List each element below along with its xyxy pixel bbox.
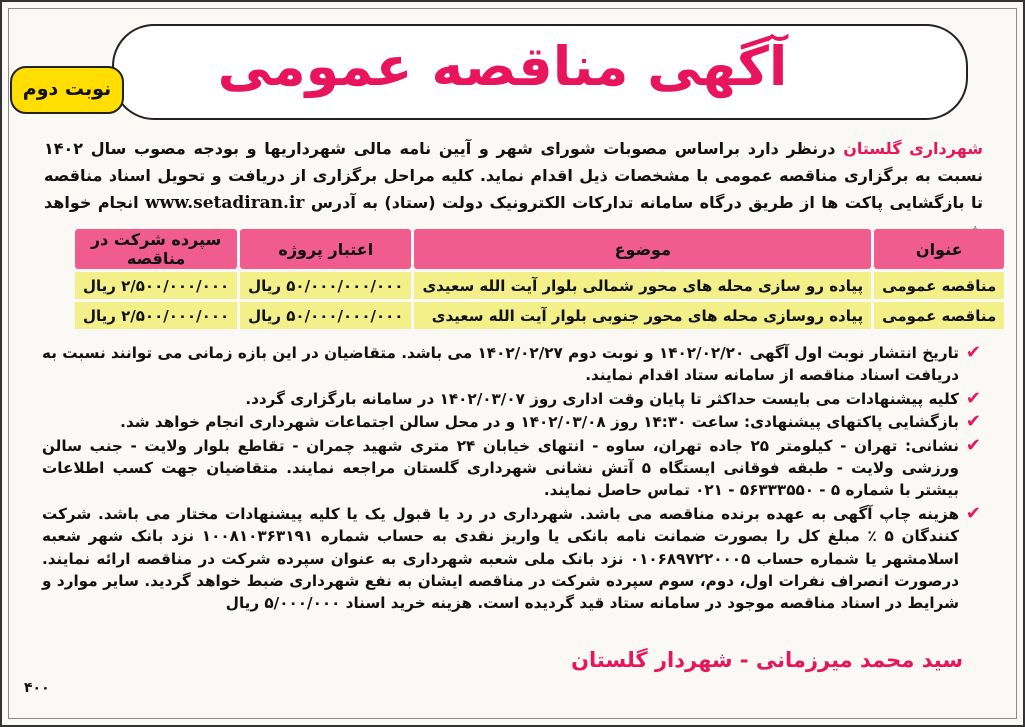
- header-title: عنوان: [874, 229, 1004, 269]
- cell-budget: ۵۰/۰۰۰/۰۰۰/۰۰۰ ریال: [240, 272, 411, 299]
- list-item: [42, 411, 981, 433]
- cell-deposit: ۲/۵۰۰/۰۰۰/۰۰۰ ریال: [75, 302, 237, 329]
- signature: سید محمد میرزمانی - شهردار گلستان: [571, 648, 963, 672]
- cell-title: مناقصه عمومی: [874, 272, 1004, 299]
- table-header-row: [75, 229, 1004, 269]
- cell-subject: پیاده روسازی محله های محور جنوبی بلوار آیت الله سعیدی: [414, 302, 871, 329]
- website-link[interactable]: www.setadiran.ir: [145, 193, 305, 213]
- intro-text-end: انجام خواهد: [44, 193, 139, 212]
- tender-table: [72, 226, 1007, 332]
- check-icon: ✔: [965, 434, 981, 456]
- check-icon: ✔: [965, 342, 981, 363]
- list-item: [42, 503, 981, 615]
- detail-text: کلیه پیشنهادات می بایست حداکثر تا پایان وقت اداری روز ۱۴۰۲/۰۳/۰۷ در سامانه بارگزاری گردد.: [245, 389, 959, 408]
- round-badge: نوبت دوم: [10, 66, 124, 114]
- table-row: [75, 272, 1004, 299]
- org-name: شهرداری گلستان: [843, 139, 984, 158]
- list-item: [42, 342, 981, 387]
- table-row: [75, 302, 1004, 329]
- cell-subject: پیاده رو سازی محله های محور شمالی بلوار آیت الله سعیدی: [414, 272, 871, 299]
- list-item: [42, 435, 981, 502]
- detail-text: بازگشایی پاکتهای پیشنهادی: ساعت ۱۴:۳۰ روز ۱۴۰۲/۰۳/۰۸ و در محل سالن اجتماعات شهرداری انجام خواهد شد.: [120, 413, 959, 432]
- detail-text: نشانی: تهران - کیلومتر ۲۵ جاده تهران، ساوه - انتهای خیابان ۲۴ متری شهید چمران - تقاطع بلوار ولایت - جنب سالن ورزشی ولایت - طبقه فوقانی ایستگاه ۵ آتش نشانی شهرداری گلستان مراجعه نمایند. متقاضیان جهت کسب اطلاعات بیشتر با شماره ۵ - ۵۶۳۳۳۵۵۰ - ۰۲۱ تماس حاصل نمایند.: [42, 436, 959, 500]
- page-title: آگهی مناقصه عمومی: [217, 35, 788, 98]
- cell-deposit: ۲/۵۰۰/۰۰۰/۰۰۰ ریال: [75, 272, 237, 299]
- detail-text: هزینه چاپ آگهی به عهده برنده مناقصه می باشد. شهرداری در رد یا قبول یک یا کلیه پیشنهادات مختار می باشد. شرکت کنندگان ۵ ٪ مبلغ کل را بصورت ضمانت نامه بانکی یا واریز نقدی به حساب شماره ۱۰۰۸۱۰۳۶۳۱۹۱ نزد بانک شهر شعبه اسلامشهر یا شماره حساب ۰۱۰۶۸۹۷۲۲۰۰۰۵ نزد بانک ملی شعبه شهرداری به عنوان سپرده شرکت در مناقصه ارائه نمایند. درصورت انصراف نفرات اول، دوم، سوم سپرده شرکت در مناقصه ایشان به نفع شهرداری ضبط خواهد گردید. سایر موارد و شرایط در اسناد مناقصه موجود در سامانه ستاد قید گردیده است. هزینه خرید اسناد ۵/۰۰۰/۰۰۰ ریال: [42, 504, 959, 613]
- header-subject: موضوع: [414, 229, 871, 269]
- intro-text: درنظر دارد براساس مصوبات شورای شهر و آیین نامه مالی شهرداریها و بودجه مصوب سال ۱۴۰۲ نسبت به برگزاری مناقصه عمومی با مشخصات ذیل اقدام نماید. کلیه مراحل برگزاری از دریافت و تحویل اسناد مناقصه تا بازگشایی پاکت ها از طریق درگاه سامانه تدارکات الکترونیک دولت (ستاد) به آدرس: [44, 139, 983, 212]
- check-icon: ✔: [965, 411, 981, 433]
- cell-title: مناقصه عمومی: [874, 302, 1004, 329]
- check-icon: ✔: [965, 387, 981, 409]
- header-budget: اعتبار پروژه: [240, 229, 411, 269]
- check-icon: ✔: [965, 502, 981, 524]
- list-item: [42, 388, 981, 410]
- header-deposit: سپرده شرکت در مناقصه: [75, 229, 237, 269]
- detail-text: تاریخ انتشار نوبت اول آگهی ۱۴۰۲/۰۲/۲۰ و نوبت دوم ۱۴۰۲/۰۲/۲۷ می باشد. متقاضیان در این بازه زمانی می توانند نسبت به دریافت اسناد مناقصه از سامانه ستاد اقدام نمایند.: [42, 344, 959, 385]
- cell-budget: ۵۰/۰۰۰/۰۰۰/۰۰۰ ریال: [240, 302, 411, 329]
- details-list: [42, 342, 981, 616]
- page-number: ۴۰۰: [24, 680, 50, 696]
